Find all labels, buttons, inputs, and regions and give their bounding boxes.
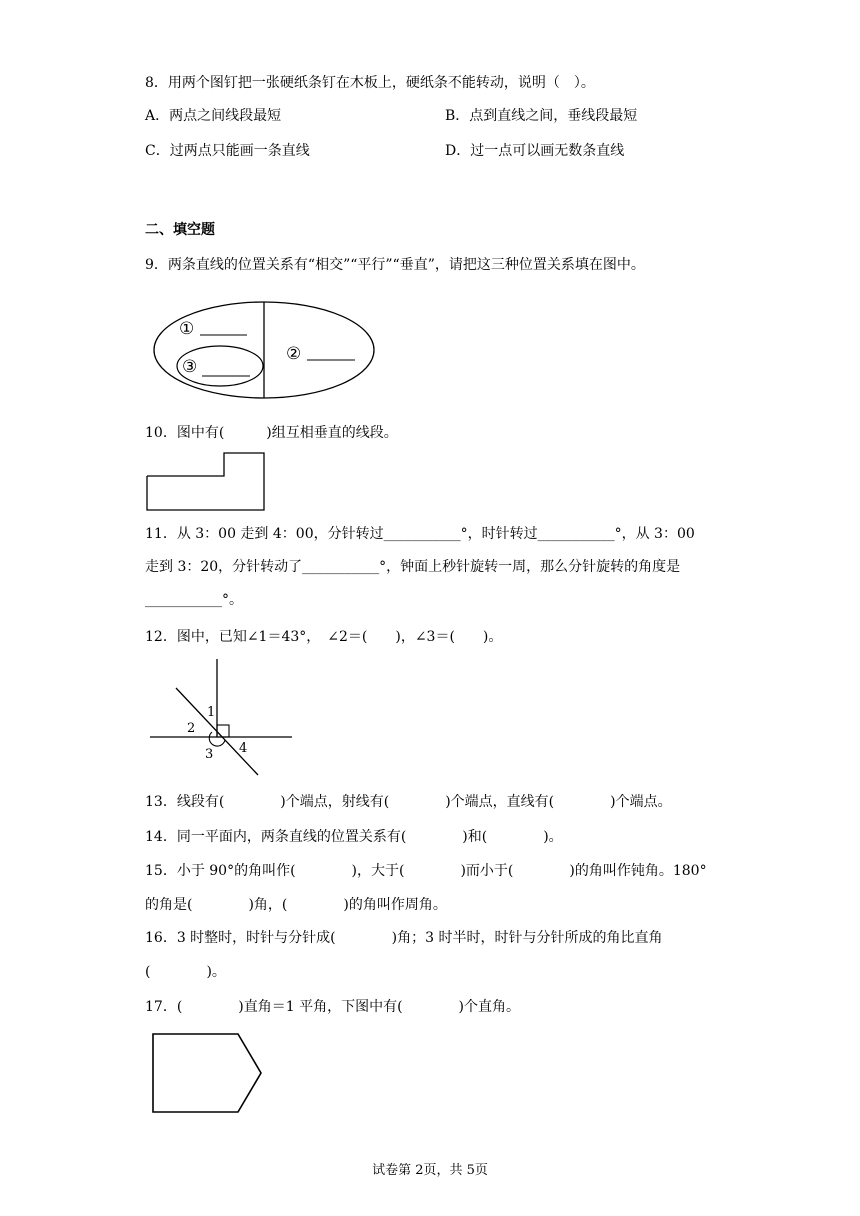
question-8-stem: 8．用两个图钉把一张硬纸条钉在木板上，硬纸条不能转动，说明（ ）。 bbox=[145, 75, 595, 91]
angle-label-2: 2 bbox=[187, 721, 196, 736]
question-10-stem: 10．图中有( )组互相垂直的线段。 bbox=[145, 425, 398, 441]
label-circled-3: ③ bbox=[182, 357, 198, 377]
label-circled-2: ② bbox=[286, 344, 302, 364]
question-12-stem: 12．图中，已知∠1＝43°， ∠2＝( )，∠3＝( )。 bbox=[145, 629, 503, 645]
label-circled-1: ① bbox=[179, 319, 195, 339]
question-8-option-c: C．过两点只能画一条直线 bbox=[145, 143, 310, 159]
question-17-pentagon-figure bbox=[150, 1031, 268, 1115]
section-title: 二、填空题 bbox=[145, 222, 215, 238]
page-footer: 试卷第 2页，共 5页 bbox=[372, 1163, 488, 1178]
question-9-ellipse-diagram bbox=[150, 298, 380, 403]
question-8-option-a: A．两点之间线段最短 bbox=[145, 108, 282, 124]
question-11-line-1: 11．从 3：00 走到 4：00，分针转过___________°，时针转过___________°，从 3：00 bbox=[145, 526, 695, 542]
angle-label-3: 3 bbox=[205, 747, 214, 762]
question-11-line-3: ___________°。 bbox=[145, 592, 243, 608]
question-15-line-1: 15．小于 90°的角叫作( )，大于( )而小于( )的角叫作钝角。180° bbox=[145, 863, 707, 879]
question-13-stem: 13．线段有( )个端点，射线有( )个端点，直线有( )个端点。 bbox=[145, 794, 672, 810]
question-11-line-2: 走到 3：20，分针转动了___________°，钟面上秒针旋转一周，那么分针旋转的角度是 bbox=[145, 559, 681, 575]
question-8-option-b: B．点到直线之间，垂线段最短 bbox=[445, 108, 638, 124]
angle-label-1: 1 bbox=[207, 705, 216, 720]
question-16-line-2: ( )。 bbox=[145, 964, 226, 980]
angle-label-4: 4 bbox=[239, 741, 248, 756]
question-10-figure bbox=[147, 452, 267, 512]
question-9-stem: 9．两条直线的位置关系有“相交”“平行”“垂直”，请把这三种位置关系填在图中。 bbox=[145, 257, 645, 273]
question-17-stem: 17．( )直角＝1 平角，下图中有( )个直角。 bbox=[145, 999, 521, 1015]
question-16-line-1: 16．3 时整时，时针与分针成( )角；3 时半时，时针与分针所成的角比直角 bbox=[145, 930, 663, 946]
question-14-stem: 14．同一平面内，两条直线的位置关系有( )和( )。 bbox=[145, 829, 563, 845]
question-15-line-2: 的角是( )角，( )的角叫作周角。 bbox=[145, 897, 447, 913]
question-8-option-d: D．过一点可以画无数条直线 bbox=[445, 143, 625, 159]
question-12-angle-figure bbox=[150, 655, 295, 780]
